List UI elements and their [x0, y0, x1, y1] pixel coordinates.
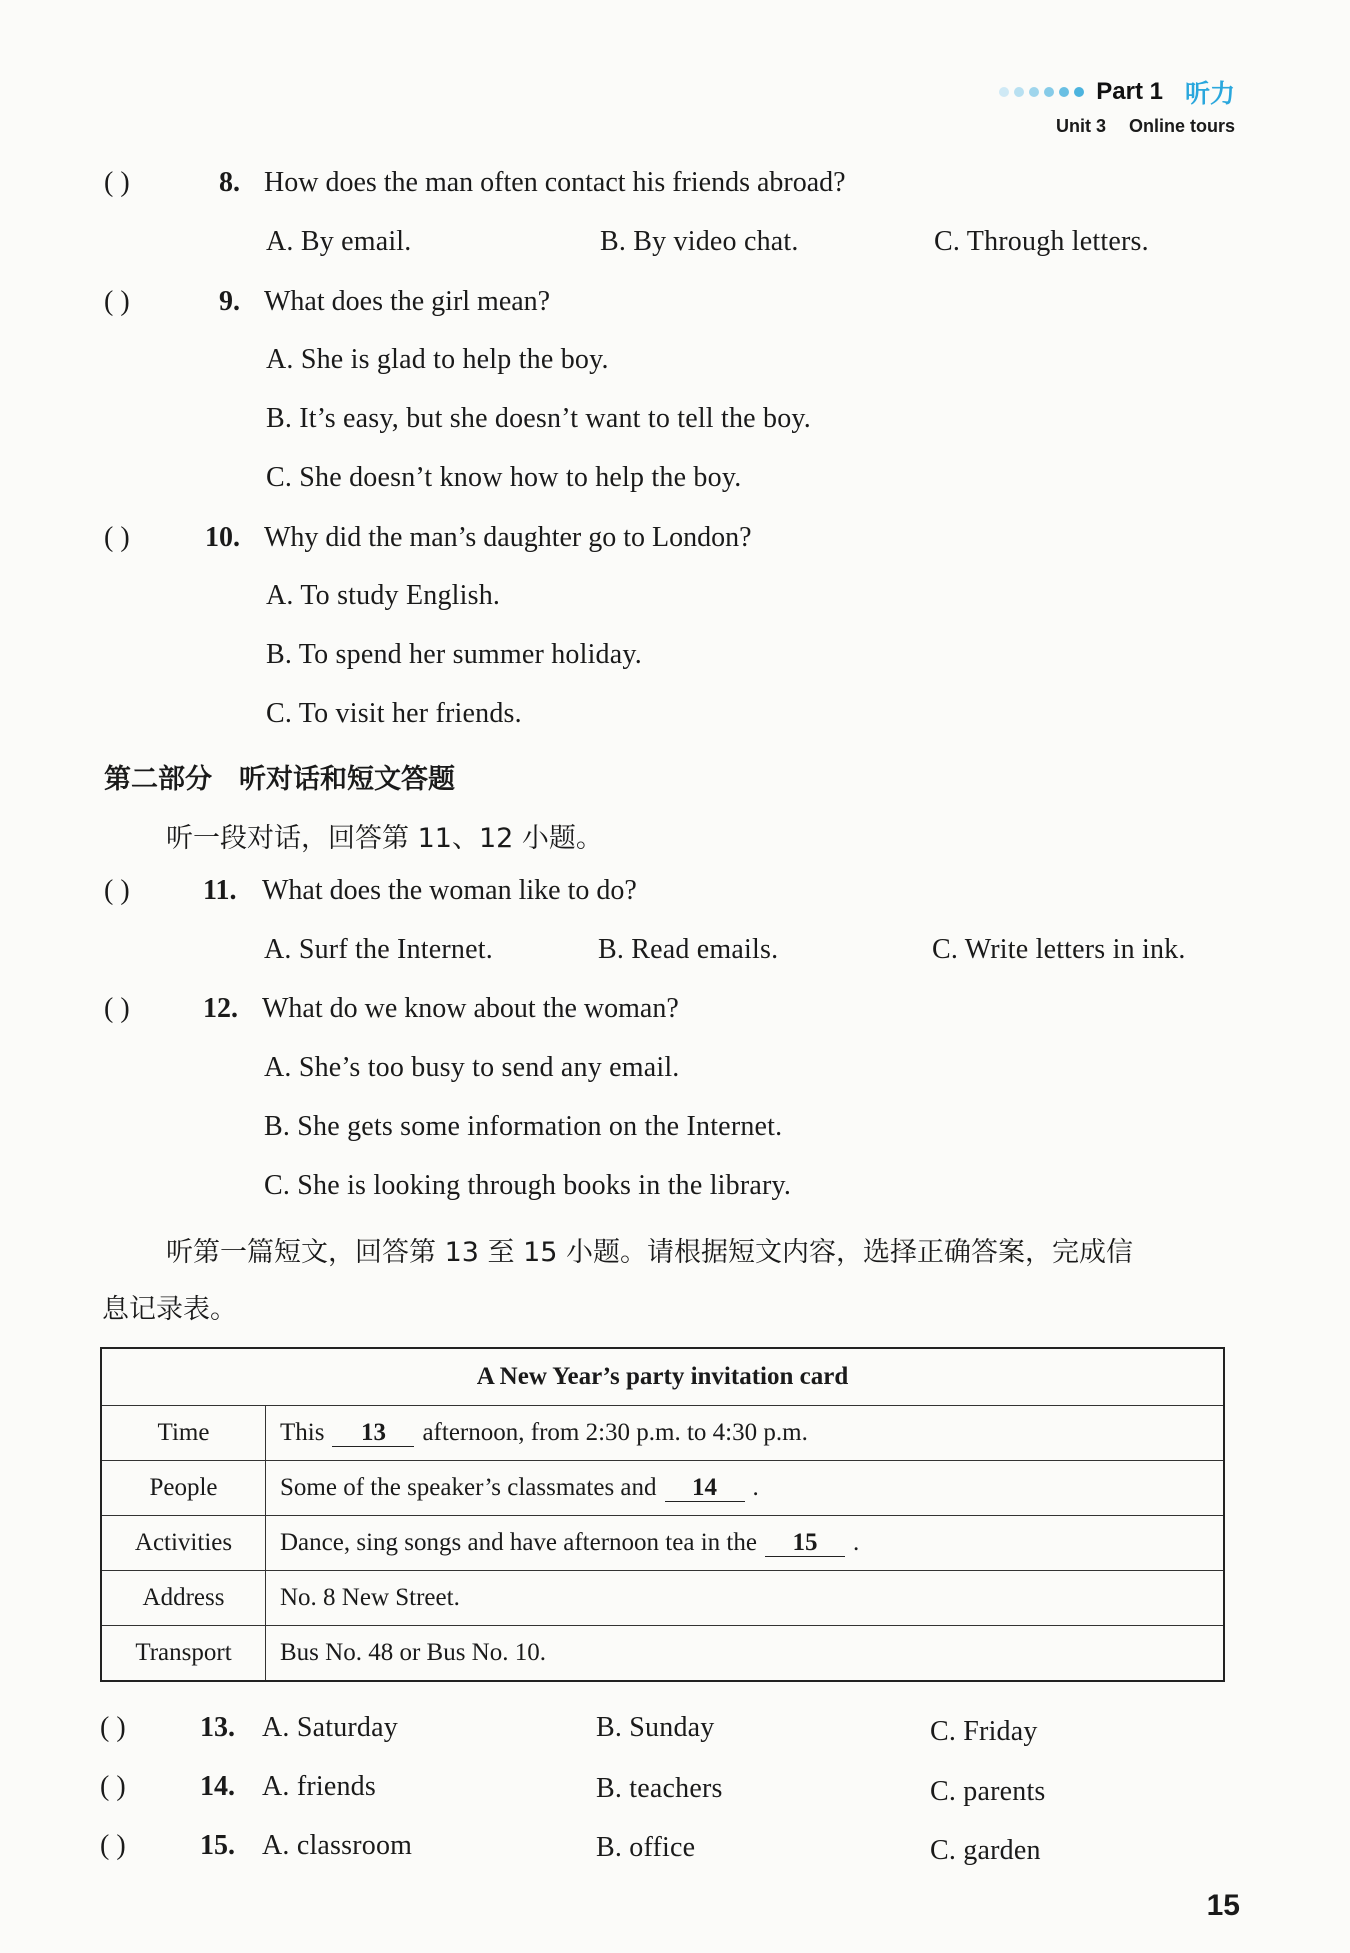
row-content [266, 1516, 1225, 1571]
answer-paren[interactable]: ( ) [104, 875, 130, 906]
answer-paren[interactable]: ( ) [100, 1771, 126, 1802]
answer-blank[interactable]: 14 [665, 1475, 745, 1502]
row-text-before: Dance, sing songs and have afternoon tea in the [280, 1529, 757, 1556]
row-content [266, 1406, 1225, 1461]
option-c: C. Friday [930, 1716, 1038, 1747]
dot-icon [999, 87, 1009, 97]
option-a: A. Surf the Internet. [264, 934, 493, 965]
dot-icon [1059, 87, 1069, 97]
answer-blank[interactable]: 15 [765, 1530, 845, 1557]
question-number: 10. [205, 522, 240, 553]
unit-label: Unit 3 [1055, 116, 1106, 136]
option-a: A. To study English. [266, 580, 501, 611]
answer-paren[interactable]: ( ) [104, 522, 130, 553]
option-a: A. She’s too busy to send any email. [264, 1052, 680, 1083]
row-text-before: Some of the speaker’s classmates and [280, 1474, 657, 1501]
table-row [101, 1516, 1224, 1571]
option-b: B. To spend her summer holiday. [266, 639, 642, 670]
option-a: A. Saturday [262, 1712, 398, 1743]
table-title: A New Year’s party invitation card [101, 1348, 1224, 1406]
table-row [101, 1626, 1224, 1682]
dot-icon [1074, 87, 1084, 97]
row-label: Transport [101, 1626, 266, 1682]
instruction-dialogue: 听一段对话，回答第 11、12 小题。 [166, 823, 603, 854]
option-a: A. She is glad to help the boy. [266, 344, 609, 375]
option-b: B. It’s easy, but she doesn’t want to tell the boy. [266, 403, 811, 434]
option-a: A. friends [262, 1771, 376, 1802]
table-row [101, 1461, 1224, 1516]
instruction-passage-line1: 听第一篇短文，回答第 13 至 15 小题。请根据短文内容，选择正确答案，完成信 [166, 1237, 1134, 1268]
row-text-after: . [752, 1474, 759, 1501]
question-number: 14. [200, 1771, 235, 1802]
answer-paren[interactable]: ( ) [104, 167, 130, 198]
part-label: Part 1 [1096, 78, 1163, 105]
page-number: 15 [1206, 1889, 1240, 1922]
row-text-before: This [280, 1419, 325, 1446]
answer-paren[interactable]: ( ) [100, 1712, 126, 1743]
section-title: 第二部分 听对话和短文答题 [104, 764, 455, 795]
dot-icon [1029, 87, 1039, 97]
option-b: B. By video chat. [600, 226, 799, 257]
question-number: 11. [203, 875, 237, 906]
question-number: 8. [219, 167, 240, 198]
table-row [101, 1571, 1224, 1626]
row-content [266, 1461, 1225, 1516]
option-b: B. office [596, 1832, 696, 1863]
option-c: C. garden [930, 1835, 1041, 1866]
unit-topic: Online tours [1128, 116, 1235, 136]
option-a: A. classroom [262, 1830, 413, 1861]
option-b: B. She gets some information on the Internet. [264, 1111, 783, 1142]
option-c: C. Write letters in ink. [932, 934, 1186, 965]
option-c: C. She doesn’t know how to help the boy. [266, 462, 742, 493]
answer-paren[interactable]: ( ) [104, 286, 130, 317]
dot-icon [1014, 87, 1024, 97]
table-row [101, 1406, 1224, 1461]
table-header-row [101, 1348, 1224, 1406]
row-label: Address [101, 1571, 266, 1626]
option-b: B. Read emails. [598, 934, 779, 965]
question-text: Why did the man’s daughter go to London? [264, 522, 752, 553]
option-a: A. By email. [266, 226, 412, 257]
question-number: 9. [219, 286, 240, 317]
row-text-after: . [852, 1529, 860, 1556]
row-label: Activities [101, 1516, 266, 1571]
answer-paren[interactable]: ( ) [104, 993, 130, 1024]
option-c: C. Through letters. [934, 226, 1149, 257]
row-text-after: afternoon, from 2:30 p.m. to 4:30 p.m. [422, 1419, 808, 1446]
page-header [999, 74, 1235, 137]
row-content: No. 8 New Street. [266, 1571, 1225, 1626]
question-text: What do we know about the woman? [262, 993, 679, 1024]
option-c: C. She is looking through books in the library. [264, 1170, 792, 1201]
unit-subtitle [999, 116, 1235, 137]
option-b: B. Sunday [596, 1712, 715, 1743]
question-text: What does the woman like to do? [262, 875, 637, 906]
question-number: 15. [200, 1830, 235, 1861]
question-text: How does the man often contact his friends abroad? [264, 167, 846, 198]
row-content: Bus No. 48 or Bus No. 10. [266, 1626, 1225, 1682]
option-c: C. parents [930, 1776, 1046, 1807]
dot-icon [1044, 87, 1054, 97]
answer-paren[interactable]: ( ) [100, 1830, 126, 1861]
instruction-passage-line2: 息记录表。 [102, 1294, 237, 1325]
question-text: What does the girl mean? [264, 286, 551, 317]
question-number: 13. [200, 1712, 235, 1743]
option-c: C. To visit her friends. [266, 698, 522, 729]
answer-blank[interactable]: 13 [332, 1420, 414, 1447]
decorative-dots [999, 87, 1084, 97]
part-title: 听力 [1184, 79, 1235, 108]
invitation-card-table [100, 1347, 1225, 1682]
option-b: B. teachers [596, 1773, 723, 1804]
row-label: Time [101, 1406, 266, 1461]
row-label: People [101, 1461, 266, 1516]
question-number: 12. [203, 993, 238, 1024]
